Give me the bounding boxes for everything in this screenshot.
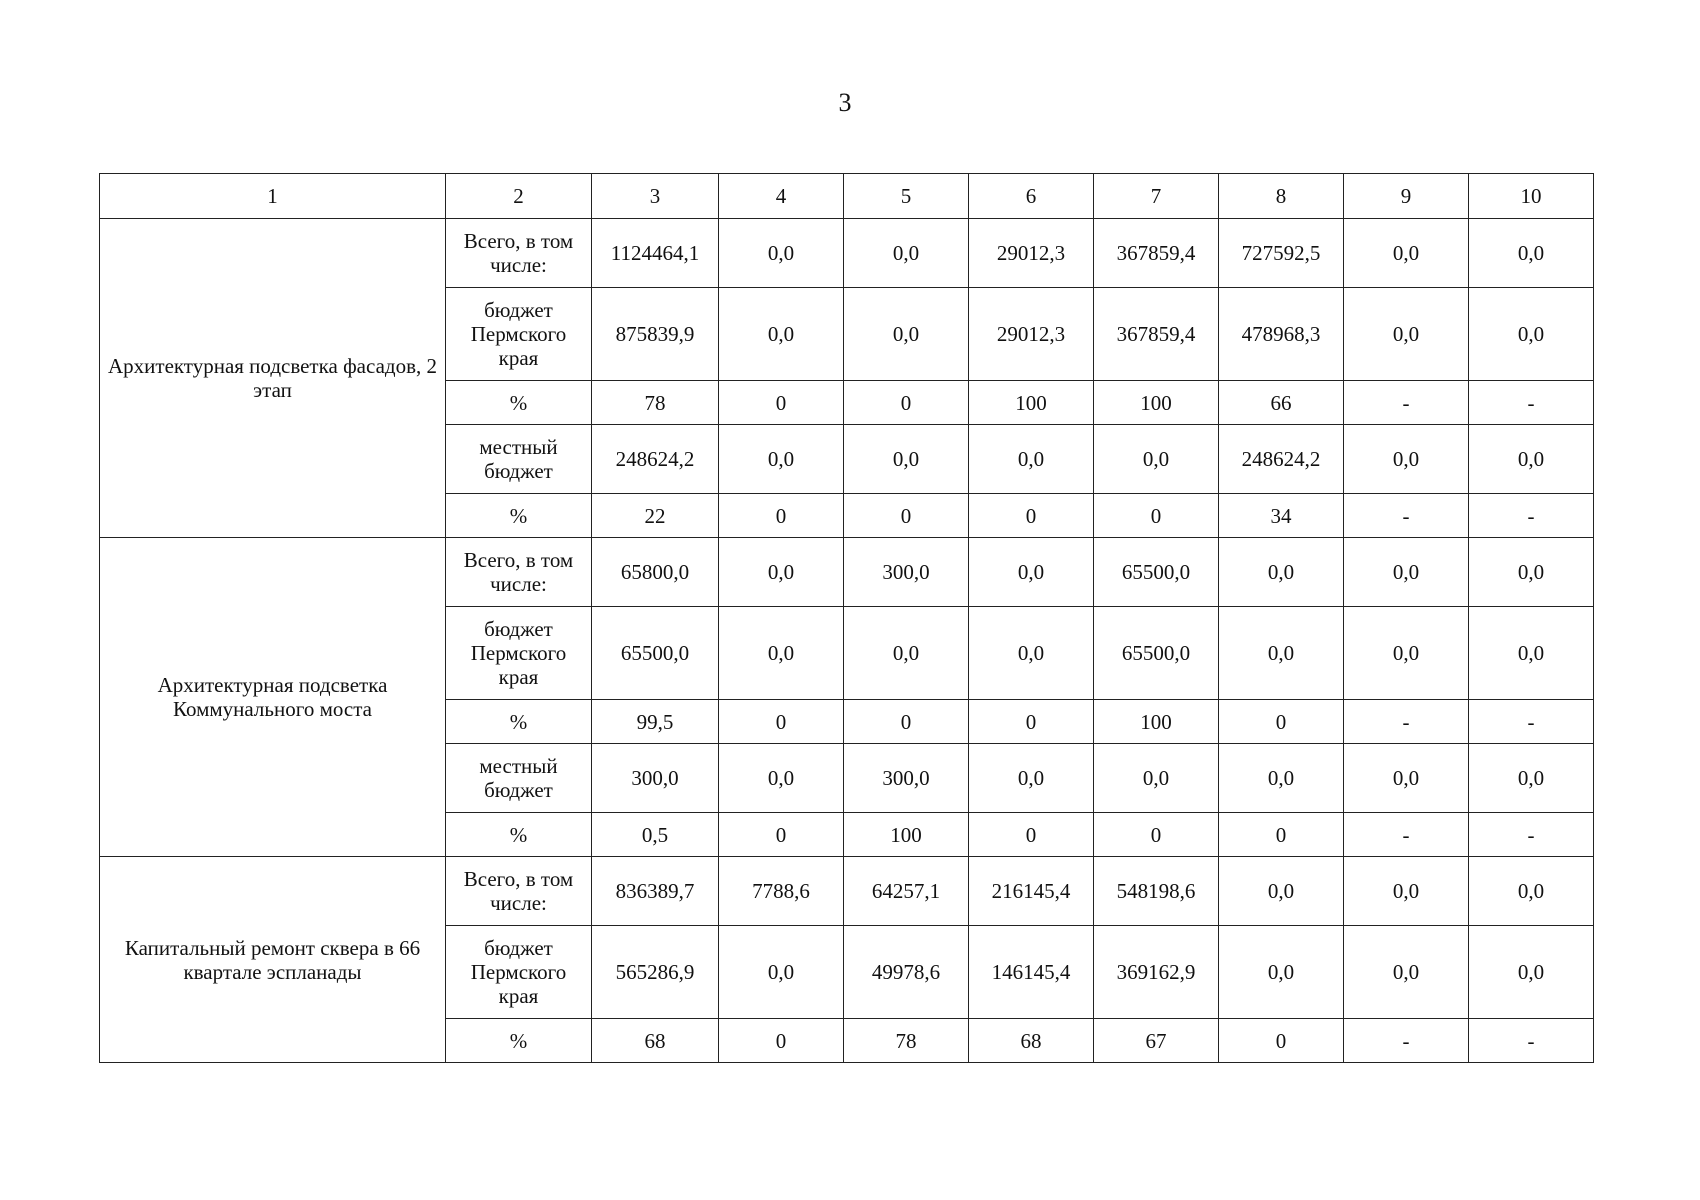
- value-cell: 65800,0: [592, 538, 719, 607]
- funding-source-label: Всего, в том числе:: [446, 857, 592, 926]
- value-cell: 0: [844, 700, 969, 744]
- header-row: [100, 174, 1594, 219]
- value-cell: 0,0: [969, 744, 1094, 813]
- object-name: Архитектурная подсветка фасадов, 2 этап: [100, 219, 446, 538]
- value-cell: 78: [592, 381, 719, 425]
- value-cell: 67: [1094, 1019, 1219, 1063]
- column-number: 3: [592, 174, 719, 219]
- value-cell: 0,0: [719, 219, 844, 288]
- value-cell: 29012,3: [969, 219, 1094, 288]
- value-cell: -: [1469, 1019, 1594, 1063]
- value-cell: 0,0: [1344, 538, 1469, 607]
- value-cell: 100: [1094, 381, 1219, 425]
- value-cell: 0,0: [1469, 926, 1594, 1019]
- value-cell: 565286,9: [592, 926, 719, 1019]
- value-cell: 0,0: [1469, 744, 1594, 813]
- value-cell: 65500,0: [1094, 538, 1219, 607]
- value-cell: 68: [592, 1019, 719, 1063]
- funding-source-label: %: [446, 494, 592, 538]
- value-cell: 0,0: [1344, 744, 1469, 813]
- value-cell: 146145,4: [969, 926, 1094, 1019]
- column-number: 1: [100, 174, 446, 219]
- value-cell: 0: [1094, 813, 1219, 857]
- value-cell: 300,0: [592, 744, 719, 813]
- value-cell: 0,0: [719, 538, 844, 607]
- value-cell: 300,0: [844, 538, 969, 607]
- value-cell: 836389,7: [592, 857, 719, 926]
- value-cell: 0: [719, 700, 844, 744]
- value-cell: 0: [719, 381, 844, 425]
- value-cell: 248624,2: [1219, 425, 1344, 494]
- value-cell: 0,0: [1219, 538, 1344, 607]
- value-cell: 100: [844, 813, 969, 857]
- value-cell: 0: [1219, 1019, 1344, 1063]
- value-cell: 1124464,1: [592, 219, 719, 288]
- column-number: 6: [969, 174, 1094, 219]
- value-cell: 0: [844, 494, 969, 538]
- column-number: 5: [844, 174, 969, 219]
- value-cell: 0: [1219, 813, 1344, 857]
- value-cell: 66: [1219, 381, 1344, 425]
- table-row: [100, 538, 1594, 607]
- object-name: Капитальный ремонт сквера в 66 квартале эспланады: [100, 857, 446, 1063]
- value-cell: 0: [844, 381, 969, 425]
- value-cell: 0,0: [1344, 288, 1469, 381]
- column-number: 9: [1344, 174, 1469, 219]
- value-cell: 0: [1219, 700, 1344, 744]
- value-cell: -: [1469, 700, 1594, 744]
- value-cell: 216145,4: [969, 857, 1094, 926]
- value-cell: 0,0: [844, 219, 969, 288]
- value-cell: 64257,1: [844, 857, 969, 926]
- value-cell: 68: [969, 1019, 1094, 1063]
- value-cell: 0,0: [719, 288, 844, 381]
- value-cell: -: [1344, 381, 1469, 425]
- value-cell: 0,0: [719, 744, 844, 813]
- value-cell: 0,0: [969, 607, 1094, 700]
- funding-source-label: Всего, в том числе:: [446, 219, 592, 288]
- value-cell: 0,0: [1219, 744, 1344, 813]
- value-cell: 0,0: [1469, 219, 1594, 288]
- table-row: [100, 857, 1594, 926]
- value-cell: 0,0: [1219, 857, 1344, 926]
- value-cell: 0,0: [969, 538, 1094, 607]
- value-cell: -: [1469, 494, 1594, 538]
- value-cell: 0: [969, 813, 1094, 857]
- value-cell: 7788,6: [719, 857, 844, 926]
- value-cell: 369162,9: [1094, 926, 1219, 1019]
- value-cell: 0,0: [844, 607, 969, 700]
- funding-source-label: бюджет Пермского края: [446, 926, 592, 1019]
- value-cell: 65500,0: [592, 607, 719, 700]
- value-cell: 0,0: [1469, 538, 1594, 607]
- value-cell: -: [1344, 494, 1469, 538]
- value-cell: 0,0: [1344, 219, 1469, 288]
- value-cell: 0,5: [592, 813, 719, 857]
- value-cell: 0: [719, 494, 844, 538]
- value-cell: 0: [719, 813, 844, 857]
- value-cell: 99,5: [592, 700, 719, 744]
- value-cell: 22: [592, 494, 719, 538]
- value-cell: 300,0: [844, 744, 969, 813]
- value-cell: 0,0: [719, 607, 844, 700]
- value-cell: 100: [1094, 700, 1219, 744]
- table-row: [100, 219, 1594, 288]
- funding-source-label: %: [446, 813, 592, 857]
- value-cell: 0,0: [1094, 425, 1219, 494]
- value-cell: 0: [969, 494, 1094, 538]
- value-cell: 34: [1219, 494, 1344, 538]
- value-cell: 0,0: [1469, 425, 1594, 494]
- value-cell: 0,0: [1344, 857, 1469, 926]
- value-cell: 0,0: [969, 425, 1094, 494]
- value-cell: -: [1344, 813, 1469, 857]
- budget-table: [99, 173, 1594, 1063]
- value-cell: 65500,0: [1094, 607, 1219, 700]
- value-cell: -: [1344, 1019, 1469, 1063]
- value-cell: 0: [1094, 494, 1219, 538]
- value-cell: 0,0: [1469, 607, 1594, 700]
- object-name: Архитектурная подсветка Коммунального моста: [100, 538, 446, 857]
- value-cell: 367859,4: [1094, 219, 1219, 288]
- value-cell: -: [1469, 381, 1594, 425]
- funding-source-label: %: [446, 381, 592, 425]
- value-cell: 0,0: [1469, 857, 1594, 926]
- value-cell: 875839,9: [592, 288, 719, 381]
- value-cell: 0: [719, 1019, 844, 1063]
- value-cell: 0,0: [844, 288, 969, 381]
- value-cell: 248624,2: [592, 425, 719, 494]
- value-cell: 0: [969, 700, 1094, 744]
- value-cell: 0,0: [1094, 744, 1219, 813]
- column-number: 7: [1094, 174, 1219, 219]
- value-cell: 367859,4: [1094, 288, 1219, 381]
- value-cell: 0,0: [1469, 288, 1594, 381]
- funding-source-label: бюджет Пермского края: [446, 288, 592, 381]
- funding-source-label: %: [446, 1019, 592, 1063]
- value-cell: 0,0: [1344, 926, 1469, 1019]
- value-cell: -: [1469, 813, 1594, 857]
- value-cell: 78: [844, 1019, 969, 1063]
- value-cell: 0,0: [719, 425, 844, 494]
- column-number: 4: [719, 174, 844, 219]
- value-cell: 0,0: [844, 425, 969, 494]
- value-cell: 49978,6: [844, 926, 969, 1019]
- value-cell: 0,0: [1219, 607, 1344, 700]
- value-cell: -: [1344, 700, 1469, 744]
- funding-source-label: %: [446, 700, 592, 744]
- value-cell: 0,0: [719, 926, 844, 1019]
- funding-source-label: местный бюджет: [446, 744, 592, 813]
- column-number: 2: [446, 174, 592, 219]
- funding-source-label: местный бюджет: [446, 425, 592, 494]
- value-cell: 0,0: [1219, 926, 1344, 1019]
- value-cell: 29012,3: [969, 288, 1094, 381]
- value-cell: 727592,5: [1219, 219, 1344, 288]
- value-cell: 548198,6: [1094, 857, 1219, 926]
- page-number: 3: [838, 88, 852, 117]
- value-cell: 478968,3: [1219, 288, 1344, 381]
- column-number: 10: [1469, 174, 1594, 219]
- value-cell: 100: [969, 381, 1094, 425]
- value-cell: 0,0: [1344, 607, 1469, 700]
- funding-source-label: Всего, в том числе:: [446, 538, 592, 607]
- value-cell: 0,0: [1344, 425, 1469, 494]
- column-number: 8: [1219, 174, 1344, 219]
- funding-source-label: бюджет Пермского края: [446, 607, 592, 700]
